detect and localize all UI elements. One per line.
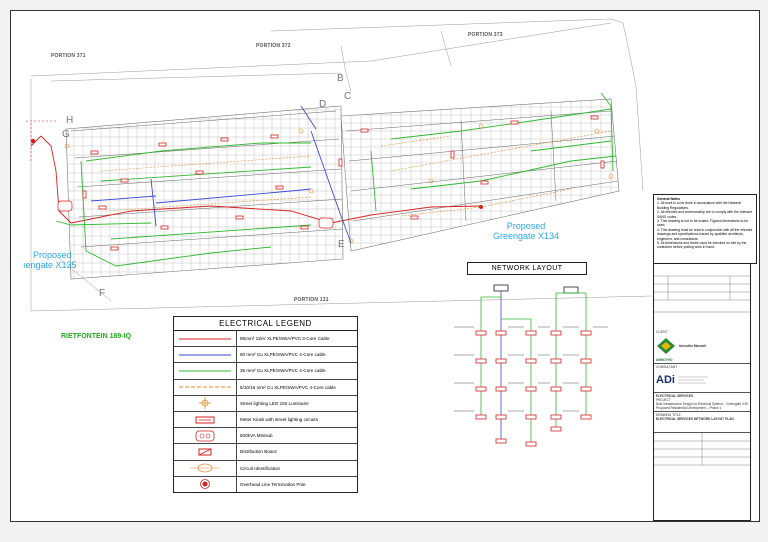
general-note-item: 2. All relevant and workmanship are to comply with the relevant SANS codes. <box>657 210 752 219</box>
umnotho-logo-icon <box>656 337 676 355</box>
consultant-lines-icon <box>678 374 708 386</box>
orange-dashed-cable-symbol <box>177 384 233 390</box>
general-note-item: 1. All work is to be done in accordance with the National Building Regulations. <box>657 201 741 210</box>
legend-row <box>174 331 357 347</box>
project-label: PROJECT <box>656 398 671 402</box>
blue-cable-symbol <box>177 352 233 358</box>
legend-label: 95mm² 11kV XLPE/SWA/PVC 3-Core Cable <box>240 336 330 342</box>
legend-title: ELECTRICAL LEGEND <box>174 317 357 331</box>
right-block <box>341 99 619 251</box>
legend-row <box>174 461 357 477</box>
electrical-legend <box>173 316 358 493</box>
drawing-info-grid <box>654 433 750 473</box>
section-letter-b: B <box>337 73 344 84</box>
legend-label: Meter Kiosk with street lighting circuits <box>240 417 318 423</box>
legend-row <box>174 444 357 460</box>
red-cable-symbol <box>177 336 233 342</box>
client-logo-text: UMNOTHO <box>656 358 673 362</box>
section-letter-d: D <box>319 99 327 110</box>
drawing-sheet <box>10 10 760 522</box>
section-letter-e: E <box>338 239 345 250</box>
project-section <box>654 393 750 412</box>
general-notes-title: General Notes <box>657 197 680 201</box>
project-value: Bulk Infrastructure Design for Electrical System – Greengate X35 Proposed Residential Development – Phase 1 <box>656 402 748 410</box>
revision-table <box>654 264 750 324</box>
legend-row <box>174 428 357 444</box>
legend-label: Circuit Identification <box>240 465 281 471</box>
section-letter-f: F <box>99 288 106 299</box>
legend-label: Distribution Board <box>240 449 277 455</box>
client-name: Umnotho Maxwell <box>679 344 707 348</box>
consultant-label: CONSULTANT <box>656 365 678 369</box>
section-letter-c: C <box>344 91 352 102</box>
farm-name-label: RIETFONTEIN 189-IQ <box>61 333 132 340</box>
portion-371-label: PORTION 371 <box>51 53 86 59</box>
legend-row <box>174 363 357 379</box>
site-plan <box>11 11 759 521</box>
portion-373-label: PORTION 373 <box>468 32 503 38</box>
green-cable-symbol <box>177 368 233 374</box>
legend-label: Street lighting LED 150 Luminaire <box>240 400 309 406</box>
client-section <box>654 329 750 364</box>
consultant-section <box>654 364 750 393</box>
general-note-item: 4. This drawing must be read in conjunction with all the relevant drawings and specifications issued by qualified architects, engineers, and consultants. <box>657 227 753 241</box>
portion-372-label: PORTION 372 <box>256 43 291 49</box>
discipline-label: ELECTRICAL SERVICES <box>656 394 694 398</box>
client-label: CLIENT <box>656 330 668 334</box>
title-block <box>653 263 751 521</box>
legend-row <box>174 380 357 396</box>
legend-label: Overhead Line Termination Pole <box>240 481 306 487</box>
drawing-title-section <box>654 412 750 433</box>
section-letter-h: H <box>66 115 74 126</box>
legend-label: 50 mm² Cu XLPE/SWA/PVC 4-Core cable <box>240 352 326 358</box>
drawing-title: ELECTRICAL SERVICES NETWORK LAYOUT PLAN <box>656 417 734 421</box>
proposed-right-label: Proposed Greengate X134 <box>493 221 560 241</box>
legend-label: 500kVA Minisub <box>240 433 273 439</box>
legend-row <box>174 477 357 492</box>
network-layout-title: NETWORK LAYOUT <box>467 262 587 275</box>
left-block <box>66 106 343 279</box>
legend-row <box>174 347 357 363</box>
network-layout-diagram <box>436 279 616 449</box>
legend-row <box>174 412 357 428</box>
consultant-logo: ADi <box>656 374 675 386</box>
proposed-left-label: Proposed ıengate X135 <box>23 250 77 270</box>
distribution-board-icon <box>198 448 212 456</box>
general-note-item: 5. All dimensions and levels must be checked on site by the contractor before putting work in hand. <box>657 241 747 250</box>
circuit-id-icon <box>190 462 220 474</box>
general-notes <box>653 194 757 264</box>
legend-row <box>174 396 357 412</box>
streetlight-icon <box>198 397 212 409</box>
minisub-icon <box>195 430 215 442</box>
drawing-title-label: DRAWING TITLE <box>656 413 681 417</box>
network-minisub-2 <box>564 287 578 293</box>
section-letter-g: G <box>62 129 70 140</box>
network-minisub-1 <box>494 285 508 291</box>
meter-kiosk-icon <box>195 416 215 424</box>
general-note-item: 3. This drawing is not to be scaled. Figured dimensions to be used. <box>657 219 749 228</box>
portion-131-label: PORTION 131 <box>294 297 329 303</box>
legend-label: 6/10/16 mm² Cu XLPE/SWA/PVC 4-Core cable <box>240 384 336 390</box>
legend-label: 35 mm² Cu XLPE/SWA/PVC 4-Core cable <box>240 368 326 374</box>
termination-pole-icon <box>199 478 211 490</box>
